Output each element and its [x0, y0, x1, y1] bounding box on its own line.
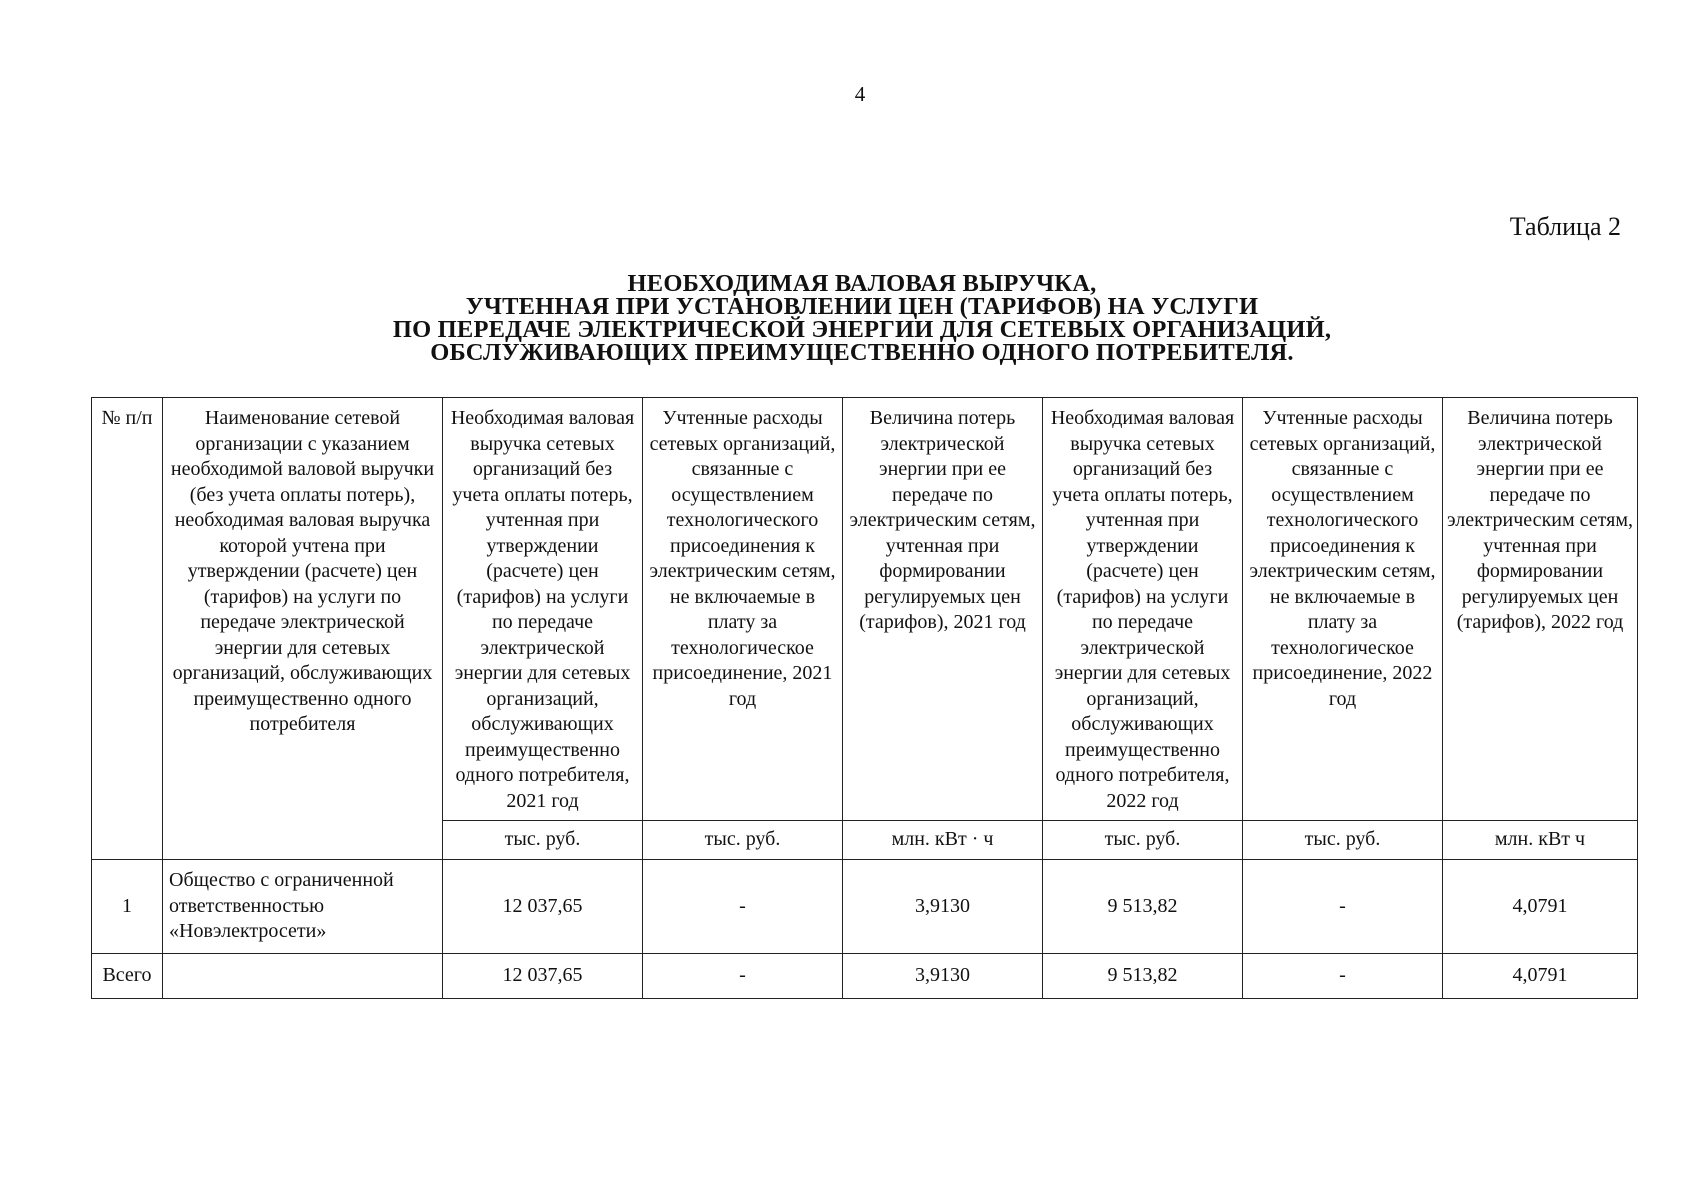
- total-value-cell: -: [1243, 954, 1443, 999]
- table-label: Таблица 2: [1509, 212, 1621, 241]
- unit-cell: тыс. руб.: [1043, 821, 1243, 860]
- value-cell: -: [1243, 860, 1443, 954]
- total-value-cell: 4,0791: [1443, 954, 1638, 999]
- value-cell: 12 037,65: [443, 860, 643, 954]
- total-label: Всего: [92, 954, 163, 999]
- header-cell-losses-2021: Величина потерь электрической энергии при ее передаче по электрическим сетям, учтенная при формировании регулируемых цен (тарифов), 2021 год: [843, 398, 1043, 821]
- value-cell: 9 513,82: [1043, 860, 1243, 954]
- header-cell-nvv-2022: Необходимая валовая выручка сетевых организаций без учета оплаты потерь, учтенная при утверждении (расчете) цен (тарифов) на услуги по передаче электрической энергии для сетевых организаций, обслуживающих преимущественно одного потребителя, 2022 год: [1043, 398, 1243, 821]
- header-cell-organization: Наименование сетевой организации с указанием необходимой валовой выручки (без учета оплаты потерь), необходимая валовая выручка которой учтена при утверждении (расчете) цен (тарифов) на услуги по передаче электрической энергии для сетевых организаций, обслуживающих преимущественно одного потребителя: [163, 398, 443, 860]
- header-cell-losses-2022: Величина потерь электрической энергии при ее передаче по электрическим сетям, учтенная при формировании регулируемых цен (тарифов), 2022 год: [1443, 398, 1638, 821]
- unit-cell: млн. кВт · ч: [843, 821, 1043, 860]
- page-number: 4: [854, 82, 866, 106]
- document-title: [60, 272, 1664, 364]
- row-number: 1: [92, 860, 163, 954]
- total-value-cell: -: [643, 954, 843, 999]
- organization-name: Общество с ограниченной ответственностью «Новэлектросети»: [163, 860, 443, 954]
- table-row: [92, 860, 1638, 954]
- title-line: ОБСЛУЖИВАЮЩИХ ПРЕИМУЩЕСТВЕННО ОДНОГО ПОТРЕБИТЕЛЯ.: [430, 339, 1294, 366]
- total-value-cell: 12 037,65: [443, 954, 643, 999]
- unit-cell: тыс. руб.: [1243, 821, 1443, 860]
- unit-cell: тыс. руб.: [443, 821, 643, 860]
- title-line: ПО ПЕРЕДАЧЕ ЭЛЕКТРИЧЕСКОЙ ЭНЕРГИИ ДЛЯ СЕТЕВЫХ ОРГАНИЗАЦИЙ,: [392, 316, 1332, 343]
- title-line: НЕОБХОДИМАЯ ВАЛОВАЯ ВЫРУЧКА,: [627, 270, 1097, 297]
- header-cell-nvv-2021: Необходимая валовая выручка сетевых организаций без учета оплаты потерь, учтенная при утверждении (расчете) цен (тарифов) на услуги по передаче электрической энергии для сетевых организаций, обслуживающих преимущественно одного потребителя, 2021 год: [443, 398, 643, 821]
- total-value-cell: 9 513,82: [1043, 954, 1243, 999]
- header-cell-expenses-2021: Учтенные расходы сетевых организаций, связанные с осуществлением технологического присоединения к электрическим сетям, не включаемые в плату за технологическое присоединение, 2021 год: [643, 398, 843, 821]
- title-line: УЧТЕННАЯ ПРИ УСТАНОВЛЕНИИ ЦЕН (ТАРИФОВ) НА УСЛУГИ: [465, 293, 1259, 320]
- header-cell-number: № п/п: [92, 398, 163, 860]
- unit-cell: тыс. руб.: [643, 821, 843, 860]
- total-name-cell: [163, 954, 443, 999]
- total-value-cell: 3,9130: [843, 954, 1043, 999]
- value-cell: 3,9130: [843, 860, 1043, 954]
- unit-cell: млн. кВт ч: [1443, 821, 1638, 860]
- value-cell: -: [643, 860, 843, 954]
- total-row: [92, 954, 1638, 999]
- header-row: [92, 398, 1638, 821]
- header-cell-expenses-2022: Учтенные расходы сетевых организаций, связанные с осуществлением технологического присоединения к электрическим сетям, не включаемые в плату за технологическое присоединение, 2022 год: [1243, 398, 1443, 821]
- data-table: [91, 397, 1638, 999]
- value-cell: 4,0791: [1443, 860, 1638, 954]
